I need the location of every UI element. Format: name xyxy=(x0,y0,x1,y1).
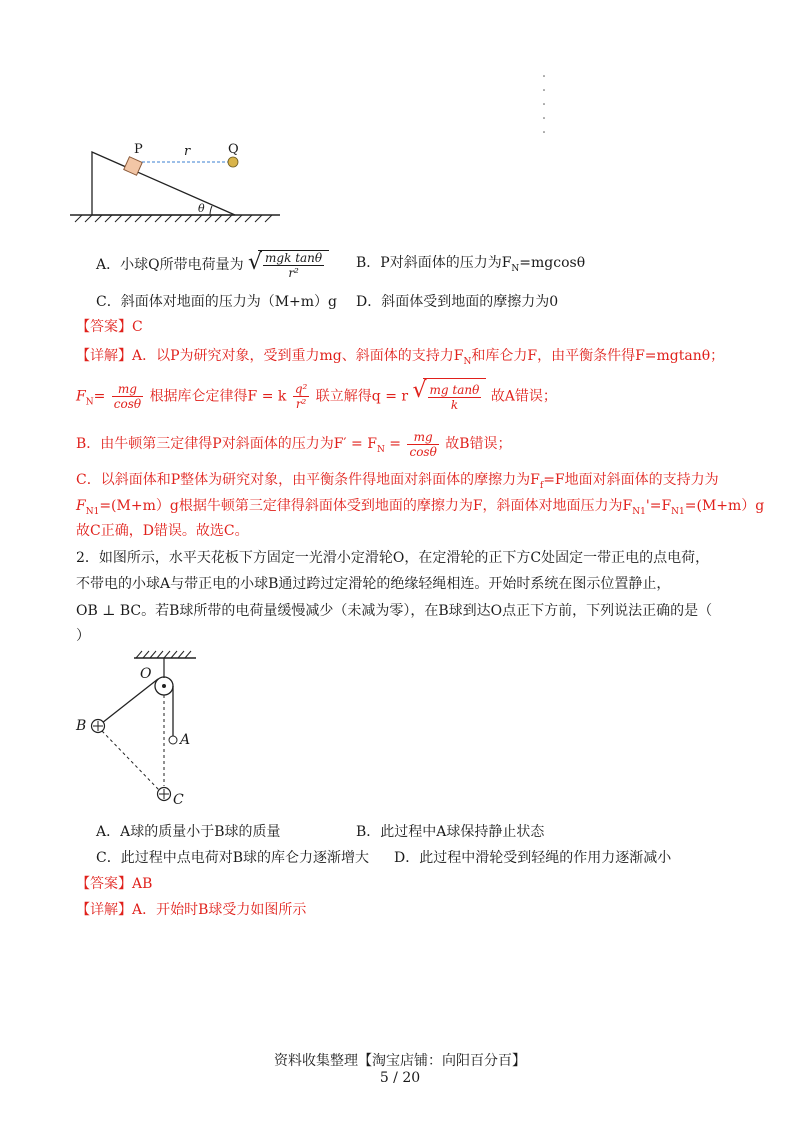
q2-option-d: D．此过程中滑轮受到轻绳的作用力逐渐减小 xyxy=(394,850,672,866)
q1-detail5-sub3: N1 xyxy=(671,506,685,517)
q1-detail-line4 xyxy=(76,470,719,496)
q1-option-b-text: B．P对斜面体的压力为F xyxy=(356,255,512,271)
radical-sign: √ xyxy=(248,250,263,275)
label-c: C xyxy=(173,792,184,808)
q1-detail5-tail2: '=F xyxy=(645,498,672,514)
q2-option-b: B．此过程中A球保持静止状态 xyxy=(356,824,545,840)
fraction-q-r xyxy=(293,382,310,411)
q1-detail1-tail: 和库仑力F，由平衡条件得F=mgtanθ； xyxy=(471,348,725,364)
radical-sign-2: √ xyxy=(412,378,427,403)
decorative-dots xyxy=(542,72,546,142)
page-number: 5 / 20 xyxy=(379,1070,421,1086)
q1-detail5-tail: =(M+m）g根据牛顿第三定律得斜面体受到地面的摩擦力为F，斜面体对地面压力为F xyxy=(99,498,633,514)
figure-pulley xyxy=(76,648,216,813)
sqrt-expression xyxy=(248,250,329,280)
q2-stem-line4: ） xyxy=(76,628,90,644)
label-a: A xyxy=(180,732,191,748)
figure-incline xyxy=(70,140,290,235)
q1-detail2-qden: r² xyxy=(295,397,307,411)
q1-detail2-sub: N xyxy=(85,397,94,408)
q1-option-b xyxy=(356,253,585,279)
q1-detail3-eq: = xyxy=(384,436,406,452)
q2-detail: 【详解】A．开始时B球受力如图所示 xyxy=(76,902,307,918)
q2-option-a: A．A球的质量小于B球的质量 xyxy=(96,824,281,840)
q2-stem-line2: 不带电的小球A与带正电的小球B通过跨过定滑轮的绝缘轻绳相连。开始时系统在图示位置静止， xyxy=(76,576,671,592)
q1-detail1-text: 【详解】A．以P为研究对象，受到重力mg、斜面体的支持力F xyxy=(76,348,464,364)
q1-detail4-sub: f xyxy=(539,480,544,491)
q1-detail1-sub: N xyxy=(463,356,472,367)
q1-option-d: D．斜面体受到地面的摩擦力为0 xyxy=(356,294,559,310)
q1-detail2-lhs: F xyxy=(76,388,86,405)
q1-detail5-tail3: =(M+m）g xyxy=(684,498,765,514)
q1-detail2-qnum: q² xyxy=(294,382,308,396)
q2-stem-line3: OB ⊥ BC。若B球所带的电荷量缓慢减少（未减为零），在B球到达O点正下方前，下列说法正确的是（ xyxy=(76,603,713,619)
q1-detail-line3 xyxy=(76,428,512,466)
q1-detail2-den: cosθ xyxy=(113,397,142,411)
q1-detail3-text: B．由牛顿第三定律得P对斜面体的压力为F′ = F xyxy=(76,436,377,452)
q1-detail3-num: mg xyxy=(407,430,438,445)
q1-detail2-eq: = xyxy=(93,388,106,405)
label-theta: θ xyxy=(198,202,205,215)
q1-detail-line5 xyxy=(76,496,764,522)
q1-detail4-text: C．以斜面体和P整体为研究对象，由平衡条件得地面对斜面体的摩擦力为F xyxy=(76,472,540,488)
q1-detail2-mid: 根据库仑定律得F = k xyxy=(149,388,287,405)
q1-option-a-den: r² xyxy=(288,266,299,280)
q1-detail5-sub2: N1 xyxy=(632,506,646,517)
q1-detail2-root-den: k xyxy=(450,397,459,412)
footer-source: 资料收集整理【淘宝店铺：向阳百分百】 xyxy=(274,1053,526,1069)
label-b: B xyxy=(76,718,87,734)
q1-option-c: C．斜面体对地面的压力为（M+m）g xyxy=(96,294,338,310)
q1-detail-line6: 故C正确，D错误。故选C。 xyxy=(76,523,249,539)
q1-detail3-tail: 故B错误； xyxy=(445,436,512,452)
q1-detail-line1 xyxy=(76,346,724,372)
q1-option-a-num: mgk tanθ xyxy=(265,251,323,265)
label-q: Q xyxy=(228,142,239,157)
q1-detail2-num: mg xyxy=(112,382,143,397)
q1-detail5-text: F xyxy=(76,498,86,514)
q1-detail2-mid2: 联立解得q = r xyxy=(315,388,409,405)
q1-answer: 【答案】C xyxy=(76,319,143,335)
fraction-mg-cos xyxy=(112,382,143,411)
q1-detail2-root-num: mg tanθ xyxy=(429,382,480,397)
q1-detail2-tail: 故A错误； xyxy=(490,388,557,405)
sqrt-expression-2 xyxy=(413,378,487,415)
q2-answer: 【答案】AB xyxy=(76,876,153,892)
q1-detail-line2 xyxy=(76,378,557,420)
dots-graphic xyxy=(542,72,546,142)
q2-stem-line1: 2．如图所示，水平天花板下方固定一光滑小定滑轮O，在定滑轮的正下方C处固定一带正电的点电荷， xyxy=(76,550,710,566)
q1-detail5-sub: N1 xyxy=(85,506,100,517)
label-o: O xyxy=(140,666,152,682)
fraction-mg-cos-2 xyxy=(407,430,438,459)
incline-diagram xyxy=(70,140,290,235)
label-p: P xyxy=(134,142,143,157)
q1-detail3-den: cosθ xyxy=(409,444,437,459)
q1-option-a xyxy=(96,250,329,280)
label-r: r xyxy=(184,144,191,159)
q1-detail4-tail: =F地面对斜面体的支持力为 xyxy=(543,472,719,488)
q2-option-c: C．此过程中点电荷对B球的库仑力逐渐增大 xyxy=(96,850,369,866)
q1-detail3-sub: N xyxy=(376,444,385,455)
q1-option-a-text: A．小球Q所带电荷量为 xyxy=(96,257,244,273)
q1-option-b-sub: N xyxy=(511,263,520,274)
q1-option-b-tail: =mgcosθ xyxy=(519,255,586,271)
